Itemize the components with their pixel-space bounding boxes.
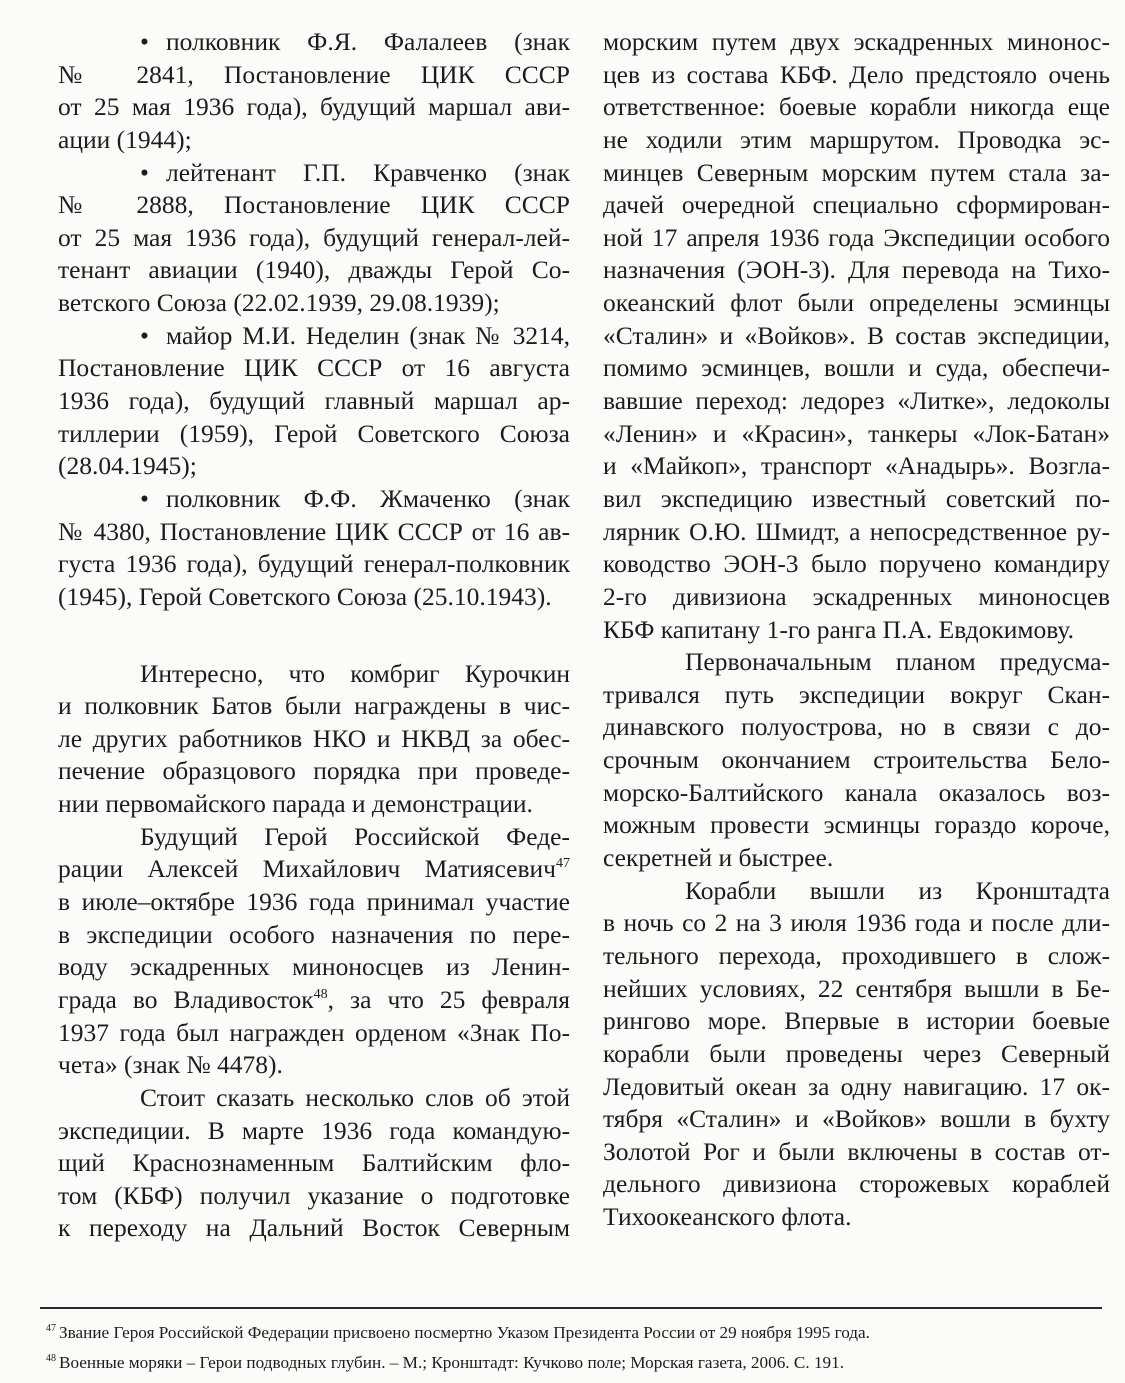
text-line: Интересно, что комбриг Курочкин <box>140 658 570 688</box>
text-line: в экспедиции особого назначения по пере- <box>58 919 570 949</box>
text-line: к переходу на Дальний Восток Северным <box>58 1213 570 1243</box>
bullet-icon: • <box>140 483 149 513</box>
footnote-number: 48 <box>46 1353 56 1364</box>
text-line: дачей очередной специально сформирован- <box>603 190 1110 220</box>
text-line: в июле–октябре 1936 года принимал участие <box>58 887 570 917</box>
text-line: Будущий Герой Российской Феде- <box>140 821 570 851</box>
text-line: града во Владивосток$^{48}$, за что 25 февраля <box>58 984 570 1014</box>
text-line: можным провести эсминцы гораздо короче, <box>603 810 1110 840</box>
paragraph <box>58 1082 570 1245</box>
bullet-icon: • <box>140 27 149 56</box>
text-line: рации Алексей Михайлович Матиясевич$^{47}$ <box>58 854 570 884</box>
text-line: океанский флот были определены эсминцы <box>603 288 1110 318</box>
text-line: секретней и быстрее. <box>603 843 834 873</box>
text-line: срочным окончанием строительства Бело- <box>603 745 1110 775</box>
footnotes <box>46 1318 1116 1378</box>
footnote-ref-48[interactable]: 48 <box>313 986 328 1002</box>
text-line: • полковник Ф.Я. Фалалеев (знак <box>58 26 570 59</box>
bullet-icon: • <box>140 320 149 350</box>
text-line: густа 1936 года), будущий генерал-полковник <box>58 549 570 579</box>
text-line: тривался путь экспедиции вокруг Скан- <box>603 679 1110 709</box>
footnote-separator <box>40 1307 1102 1309</box>
award-list-item <box>58 320 570 483</box>
text-line: том (КБФ) получил указание о подготовке <box>58 1180 570 1210</box>
paragraph <box>603 646 1110 874</box>
text-line: от 25 мая 1936 года), будущий маршал ави- <box>58 92 570 122</box>
text-line: нейших условиях, 22 сентября вышли в Бе- <box>603 973 1110 1003</box>
award-list-item <box>58 483 570 614</box>
text-line: минцев Северным морским путем стала за- <box>603 157 1110 187</box>
text-line: ной 17 апреля 1936 года Экспедиции особого <box>603 222 1110 252</box>
text-line: назначения (ЭОН-3). Для перевода на Тихо- <box>603 255 1110 285</box>
text-line: рингово море. Впервые в истории боевые <box>603 1006 1110 1036</box>
paragraph <box>58 658 570 821</box>
text-line: 2-го дивизиона эскадренных миноносцев <box>603 581 1110 611</box>
text-line: печение образцового порядка при проведе- <box>58 756 570 786</box>
text-line: чета» (знак № 4478). <box>58 1050 283 1080</box>
text-line: Золотой Рог и были включены в состав от- <box>603 1136 1110 1166</box>
text-line: и полковник Батов были награждены в чис- <box>58 691 570 721</box>
text-line: вил экспедицию известный советский по- <box>603 483 1110 513</box>
text-line: Тихоокеанского флота. <box>603 1202 852 1232</box>
text-line: (28.04.1945); <box>58 451 197 481</box>
text-line: в ночь со 2 на 3 июля 1936 года и после дли- <box>603 908 1110 938</box>
paragraph <box>603 26 1110 646</box>
text-line: Ледовитый океан за одну навигацию. 17 ок- <box>603 1071 1110 1101</box>
text-line: лярник О.Ю. Шмидт, а непосредственное ру- <box>603 516 1110 546</box>
text-line: морским путем двух эскадренных минонос- <box>603 27 1110 56</box>
text-line: Стоит сказать несколько слов об этой <box>140 1082 570 1112</box>
text-line: № 2841, Постановление ЦИК СССР <box>58 59 570 89</box>
footnote-number: 47 <box>46 1323 56 1334</box>
text-line: цев из состава КБФ. Дело предстояло очень <box>603 59 1110 89</box>
text-line: тельного перехода, проходившего в слож- <box>603 940 1110 970</box>
text-line: тенант авиации (1940), дважды Герой Со- <box>58 255 570 285</box>
footnote-48 <box>46 1348 1116 1378</box>
text-line: тября «Сталин» и «Войков» вошли в бухту <box>603 1104 1110 1134</box>
text-line: «Сталин» и «Войков». В состав экспедиции, <box>603 320 1110 350</box>
text-line: морско-Балтийского канала оказалось воз- <box>603 777 1110 807</box>
text-line: и «Майкоп», транспорт «Анадырь». Возгла- <box>603 451 1110 481</box>
text-line: помимо эсминцев, вошли и суда, обеспечи- <box>603 353 1110 383</box>
right-column <box>603 26 1110 1234</box>
bullet-icon: • <box>140 157 149 187</box>
text-line: Корабли вышли из Кронштадта <box>685 875 1110 905</box>
text-line: • майор М.И. Неделин (знак № 3214, <box>58 320 570 353</box>
text-line: воду эскадренных миноносцев из Ленин- <box>58 952 570 982</box>
text-line: № 4380, Постановление ЦИК СССР от 16 ав- <box>58 516 570 546</box>
left-column <box>58 26 570 1245</box>
text-line: динавского полуострова, но в связи с до- <box>603 712 1110 742</box>
text-line: 1937 года был награжден орденом «Знак По- <box>58 1017 570 1047</box>
text-line: (1945), Герой Советского Союза (25.10.1943). <box>58 581 552 611</box>
text-line: • лейтенант Г.П. Кравченко (знак <box>58 157 570 190</box>
footnote-text: Звание Героя Российской Федерации присвоено посмертно Указом Президента России от 29 ноября 1995 года. <box>59 1323 870 1342</box>
footnote-ref-47[interactable]: 47 <box>556 856 570 872</box>
text-line: от 25 мая 1936 года), будущий генерал-лей- <box>58 222 570 252</box>
text-line: не ходили этим маршрутом. Проводка эс- <box>603 124 1110 154</box>
text-line: корабли были проведены через Северный <box>603 1038 1110 1068</box>
text-line: № 2888, Постановление ЦИК СССР <box>58 190 570 220</box>
text-line: вавшие переход: ледорез «Литке», ледоколы <box>603 386 1110 416</box>
text-line: КБФ капитану 1-го ранга П.А. Евдокимову. <box>603 614 1074 644</box>
paragraph <box>603 875 1110 1234</box>
text-line: ответственное: боевые корабли никогда еще <box>603 92 1110 122</box>
text-line: ководство ЭОН-3 было поручено командиру <box>603 549 1110 579</box>
text-line: «Ленин» и «Красин», танкеры «Лок-Батан» <box>603 418 1110 448</box>
paragraph <box>58 821 570 1082</box>
text-line: • полковник Ф.Ф. Жмаченко (знак <box>58 483 570 516</box>
text-line: нии первомайского парада и демонстрации. <box>58 789 533 819</box>
text-line: щий Краснознаменным Балтийским фло- <box>58 1148 570 1178</box>
text-line: 1936 года), будущий главный маршал ар- <box>58 386 570 416</box>
text-line: дельного дивизиона сторожевых кораблей <box>603 1169 1110 1199</box>
footnote-47 <box>46 1318 1116 1348</box>
paragraph-gap <box>58 614 570 658</box>
text-line: Первоначальным планом предусма- <box>685 647 1110 677</box>
text-line: экспедиции. В марте 1936 года командую- <box>58 1115 570 1145</box>
text-line: ации (1944); <box>58 124 192 154</box>
award-list-item <box>58 157 570 320</box>
footnote-text: Военные моряки – Герои подводных глубин. – М.; Кронштадт: Кучково поле; Морская газета, 2006. С. 191. <box>59 1353 845 1372</box>
text-line: ветского Союза (22.02.1939, 29.08.1939); <box>58 288 500 318</box>
award-list-item <box>58 26 570 157</box>
text-line: Постановление ЦИК СССР от 16 августа <box>58 353 570 383</box>
text-line: ле других работников НКО и НКВД за обес- <box>58 723 570 753</box>
text-line: тиллерии (1959), Герой Советского Союза <box>58 418 570 448</box>
